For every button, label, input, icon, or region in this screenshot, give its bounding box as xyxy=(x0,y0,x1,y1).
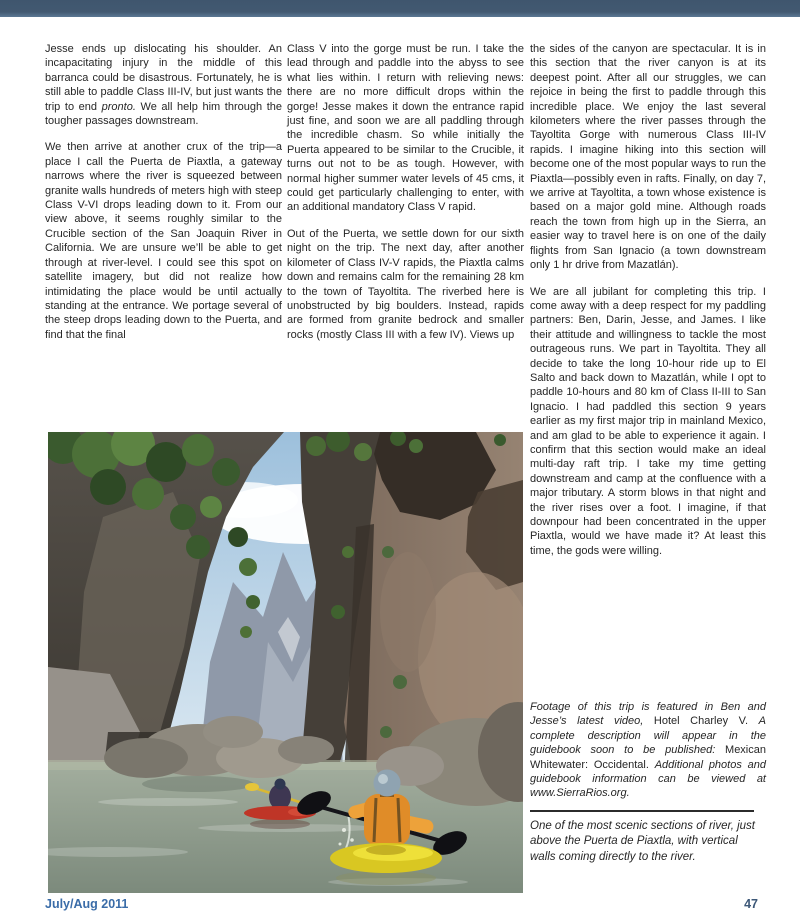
column-3 xyxy=(530,42,766,570)
credits-paragraph xyxy=(530,700,766,801)
col2-paragraph-1: Class V into the gorge must be run. I take the lead through and paddle into the abyss to see what lies within. I return with relieving news: there are no more difficult drops within the gorge! Jesse makes it down the entrance rapid just fine, and soon we are all paddling through the incredible chasm. So while initially the Puerta appeared to be similar to the Crucible, it turns out not to be as tough. However, with normal higher summer water levels of 45 cms, it could get particularly challenging to enter, with an additional mandatory Class V rapid. xyxy=(287,43,524,214)
italic-run: Additional photos and guidebook information can be viewed at www.SierraRios.org. xyxy=(530,758,766,800)
text-run: Jesse ends up dislocating his shoulder. An incapacitating injury in the middle of this barranca could be disastrous. Fortunately, he is still able to paddle Class III-IV, but just wants the trip to end xyxy=(45,43,282,113)
canyon-photo-illustration xyxy=(48,432,523,893)
text-run: We all help him through the tougher passages downstream. xyxy=(45,100,283,128)
col1-paragraph-2: We then arrive at another crux of the trip—a place I call the Puerta de Piaxtla, a gateway narrows where the river is squeezed between granite walls hundreds of meters high with steep Class V-VI drops leading down to it. From our view above, it seems roughly similar to the Crucible section of the San Joaquin River in California. We are unsure we’ll be able to get through at river-level. I could see this spot on satellite imagery, but did not realize how intimidating the place would be until actually standing at the entrance. We portage several of the steep drops leading down to the Puerta, and find that the final xyxy=(45,141,282,341)
video-title: Hotel Charley V. xyxy=(653,715,759,728)
italic-run: pronto. xyxy=(101,100,136,113)
canyon-photo xyxy=(48,432,523,893)
caption-divider xyxy=(530,810,754,812)
italic-run: A complete description will appear in the guidebook soon to be published: xyxy=(530,715,766,757)
column-1 xyxy=(45,42,282,354)
col2-paragraph-2: Out of the Puerta, we settle down for our sixth night on the trip. The next day, after another kilometer of Class IV-V rapids, the Piaxtla calms down and remains calm for the remaining 28 km to the town of Tayoltita. The riverbed here is unobstructed by big boulders. Instead, rapids are formed from granite bedrock and smaller rocks (mostly Class III with a few IV). Views up xyxy=(287,227,524,341)
col1-paragraph-1 xyxy=(45,42,282,128)
footer-issue-date: July/Aug 2011 xyxy=(45,897,129,911)
top-accent-bar xyxy=(0,0,800,17)
book-title: Mexican Whitewater: Occidental. xyxy=(530,744,766,771)
photo-caption: One of the most scenic sections of river, just above the Puerta de Piaxtla, with vertical walls coming directly to the river. xyxy=(530,819,755,864)
italic-run: Footage of this trip is featured in Ben and Jesse’s latest video, xyxy=(530,701,766,728)
column-2 xyxy=(287,42,524,354)
credits-and-caption xyxy=(530,700,766,866)
col3-paragraph-1: the sides of the canyon are spectacular. It is in this section that the river canyon is at its deepest point. After all our struggles, we can rejoice in being the first to paddle through this incredible place. We enjoy the last several kilometers where the river passes through the Tayoltita Gorge with numerous Class III-IV rapids. I imagine hiking into this section will become one of the most popular ways to run the Piaxtla—possibly even in rafts. Finally, on day 7, we arrive at Tayoltita, a town whose existence is based on a major gold mine. Although roads reach the town from high up in the Sierra, an easier way to travel here is on one of the daily flights from San Ignacio (a town downstream only 1 hr drive from Mazatlán). xyxy=(530,43,766,272)
col3-paragraph-2: We are all jubilant for completing this trip. I come away with a deep respect for my paddling partners: Ben, Darin, Jesse, and James. I like their attitude and willingness to tackle the most outrageous runs. We part in Tayoltita. They all decide to take the long 10-hour ride up to El Salto and back down to Mazatlán, while I opt to paddle 10-hours and 80 km of Class II-III to San Ignacio. I had paddled this section 9 years earlier as my first major trip in mainland Mexico, and am glad to be able to experience it again. I confirm that this section would make an ideal multi-day raft trip. I take my time getting downstream and camp at the confluence with a major tributary. A storm blows in that night and the river rises over a foot. I imagine, if that downpour had been concentrated in the upper Piaxtla, would we have made it? At least this time, the gods were willing. xyxy=(530,285,766,557)
footer-page-number: 47 xyxy=(744,897,758,911)
